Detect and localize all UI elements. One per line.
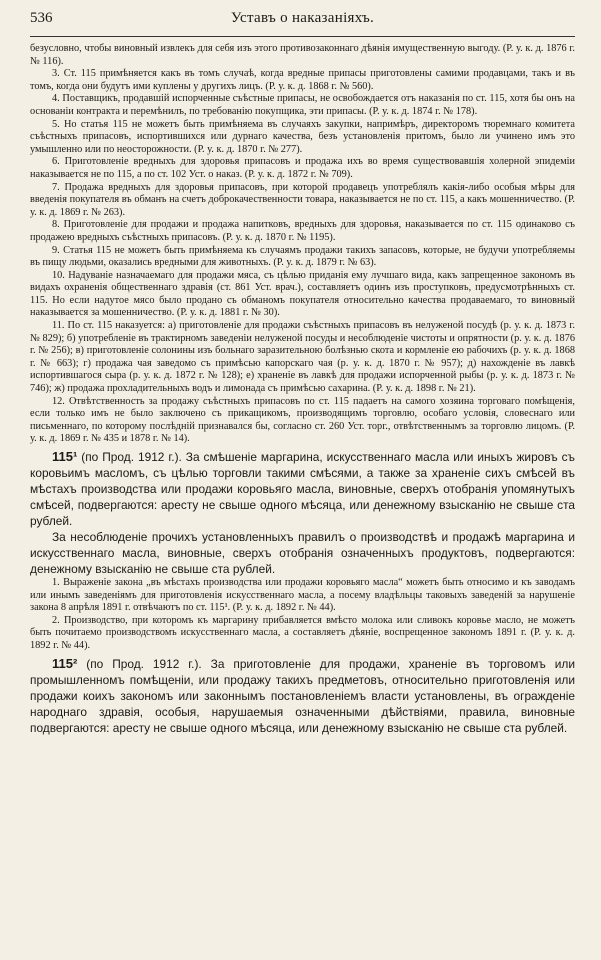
decision-paragraph: 10. Надуваніе назначаемаго для продажи мяса, съ цѣлью приданія ему лучшаго вида, какъ запрещенное закономъ въ видахъ охраненія общественнаго здравія (ст. 861 Уст. врач.), составляетъ одинъ изъ проступковъ, предусмотрѣнныхъ ст. 115. Но если надутое мясо было продано съ обманомъ покупателя относительно качества продаваемаго, то виновный наказывается за мошенничество. (Р. у. к. д. 1881 г. № 30).: [30, 269, 575, 319]
decision-paragraph: 9. Статья 115 не можетъ быть примѣняема къ случаямъ продажи такихъ запасовъ, которые, не будучи употребляемы въ пищу людьми, оказались вредными для животныхъ. (Р. у. к. д. 1879 г. № 63).: [30, 244, 575, 269]
running-title: Уставъ о наказаніяхъ.: [230, 10, 375, 26]
decision-paragraph: 3. Ст. 115 примѣняется какъ въ томъ случаѣ, когда вредные припасы приготовлены самими продавцами, такъ и въ томъ, когда они будутъ ими куплены у другихъ лицъ. (Р. у. к. д. 1868 г. № 560).: [30, 68, 575, 92]
decision-paragraph: 8. Приготовленіе для продажи и продажа напитковъ, вредныхъ для здоровья, наказывается по ст. 115 одинаково съ продажею вредныхъ съѣстныхъ припасовъ. (Р. у. к. д. 1870 г. № 1195).: [30, 219, 575, 243]
decision-paragraph: 12. Отвѣтственность за продажу съѣстныхъ припасовъ по ст. 115 падаетъ на самого хозяина торговаго помѣщенія, если только имъ не было заключено съ прикащикомъ, производящимъ торговлю, особаго условія, словеснаго или письменнаго, по которому послѣдній признавался бы, согласно ст. 260 Уст. торг., отвѣтственнымъ за торговлю лицомъ. (Р. у. к. д. 1869 г. № 435 и 1878 г. № 14).: [30, 395, 575, 445]
decision-paragraph: 7. Продажа вредныхъ для здоровья припасовъ, при которой продавецъ употреблялъ какія-либо особыя мѣры для введенія покупателя въ обманъ на счетъ доброкачественности товара, наказывается не по ст. 115, а какъ мошенничество. (Р. у. к. д. 1869 г. № 263).: [30, 181, 575, 218]
decision-paragraph: 6. Приготовленіе вредныхъ для здоровья припасовъ и продажа ихъ во время существовавшія холерной эпидеміи наказывается не по 115, а по ст. 102 Уст. о наказ. (Р. у. к. д. 1872 г. № 709).: [30, 156, 575, 180]
article-text: (по Прод. 1912 г.). За смѣшеніе маргарина, искусственнаго масла или иныхъ жировъ съ коровьимъ масломъ, съ цѣлью торговли такими смѣсями, а также за храненіе сихъ смѣсей въ мѣстахъ производства или продажи коровьяго масла, виновные, сверхъ отобранія упомянутыхъ смѣсей, подвергаются: аресту не свыше одного мѣсяца, или денежному взысканію не свыше ста рублей.: [30, 450, 575, 528]
decision-paragraph: безусловно, чтобы виновный извлекъ для себя изъ этого противозаконнаго дѣянія имущественную выгоду. (Р. у. к. д. 1876 г. № 116).: [30, 43, 575, 67]
article-number: 115¹: [52, 449, 78, 464]
header-rule: [30, 36, 575, 37]
court-decisions-115-1: [30, 577, 575, 653]
decision-paragraph: 5. Но статья 115 не можетъ быть примѣняема въ случаяхъ закупки, напримѣръ, директоромъ тюремнаго комитета съѣстныхъ припасовъ, испортившихся или дурнаго качества, безъ установленія притомъ, было ли учинено имъ это умышленно или по неосторожности. (Р. у. к. д. 1870 г. № 277).: [30, 118, 575, 155]
article-paragraph: [30, 449, 575, 529]
decision-paragraph: 4. Поставщикъ, продавшій испорченные съѣстные припасы, не освобождается отъ наказанія по ст. 115, хотя бы онъ на основаніи контракта и перемѣнилъ, по требованію покупщика, эти припасы. (Р. у. к. д. 1874 г. № 178).: [30, 93, 575, 117]
article-paragraph: За несоблюденіе прочихъ установленныхъ правилъ о производствѣ и продажѣ маргарина и искусственнаго масла, виновные, сверхъ отобранія означенныхъ продуктовъ, подвергаются: денежному взысканію не свыше ста рублей.: [30, 530, 575, 576]
article-number: 115²: [52, 655, 78, 671]
decision-paragraph: 2. Производство, при которомъ къ маргарину прибавляется вмѣсто молока или сливокъ коровье масло, не можетъ быть почитаемо производствомъ искусственнаго масла, а составляетъ дѣяніе, воспрещенное закономъ 1891 г. (Р. у. к. д. 1892 г. № 44).: [30, 614, 575, 651]
article-text: (по Прод. 1912 г.). За приготовленіе для продажи, храненіе въ торговомъ или промышленномъ помѣщеніи, или продажу такихъ предметовъ, относительно приготовленія или продажи коихъ закономъ или законнымъ постановленіемъ власти установлены, въ огражденіе народнаго здравія, особыя, нарушаемыя означенными дѣйствіями, правила, виновные подвергаются: аресту не свыше одного мѣсяца, или денежному взысканію не свыше ста рублей.: [30, 656, 575, 735]
article-paragraph: [30, 656, 575, 736]
page-number: 536: [30, 10, 53, 26]
page-header: [30, 10, 575, 34]
article-115-1: [30, 449, 575, 577]
court-decisions-115: [30, 43, 575, 446]
decision-paragraph: 1. Выраженіе закона „въ мѣстахъ производства или продажи коровьяго масла“ можетъ быть относимо и къ заводамъ или инымъ заведеніямъ для приготовленія искусственнаго масла, а посему владѣльцы таковыхъ заведеній за нарушеніе закона 8 апрѣля 1891 г. отвѣчаютъ по ст. 115¹. (Р. у. к. д. 1892 г. № 44).: [30, 577, 575, 614]
decision-paragraph: 11. По ст. 115 наказуется: а) приготовленіе для продажи съѣстныхъ припасовъ въ нелуженой посудѣ (р. у. к. д. 1873 г. № 829); б) употребленіе въ трактирномъ заведеніи нелуженой посуды и несоблюденіе чистоты и опрятности (р. у. к. д. 1876 г. № 256); в) приготовленіе солонины изъ больнаго заразительною болѣзнью скота и кормленіе ею рабочихъ (р. у. к. д. 1868 г. № 663); г) продажа чая заведомо съ примѣсью капорскаго чая (р. у. к. д. 1870 г. № 957); д) нахожденіе въ лавкѣ испортившагося сыра (р. у. к. д. 1872 г. № 128); е) храненіе въ лавкѣ для продажи испорченной рыбы (р. у. к. д. 1873 г. № 746); ж) продажа прохладительныхъ водъ и лимонада съ примѣсью сахарина. (Р. у. к. д. 1898 г. № 21).: [30, 320, 575, 395]
article-115-2: [30, 656, 575, 736]
